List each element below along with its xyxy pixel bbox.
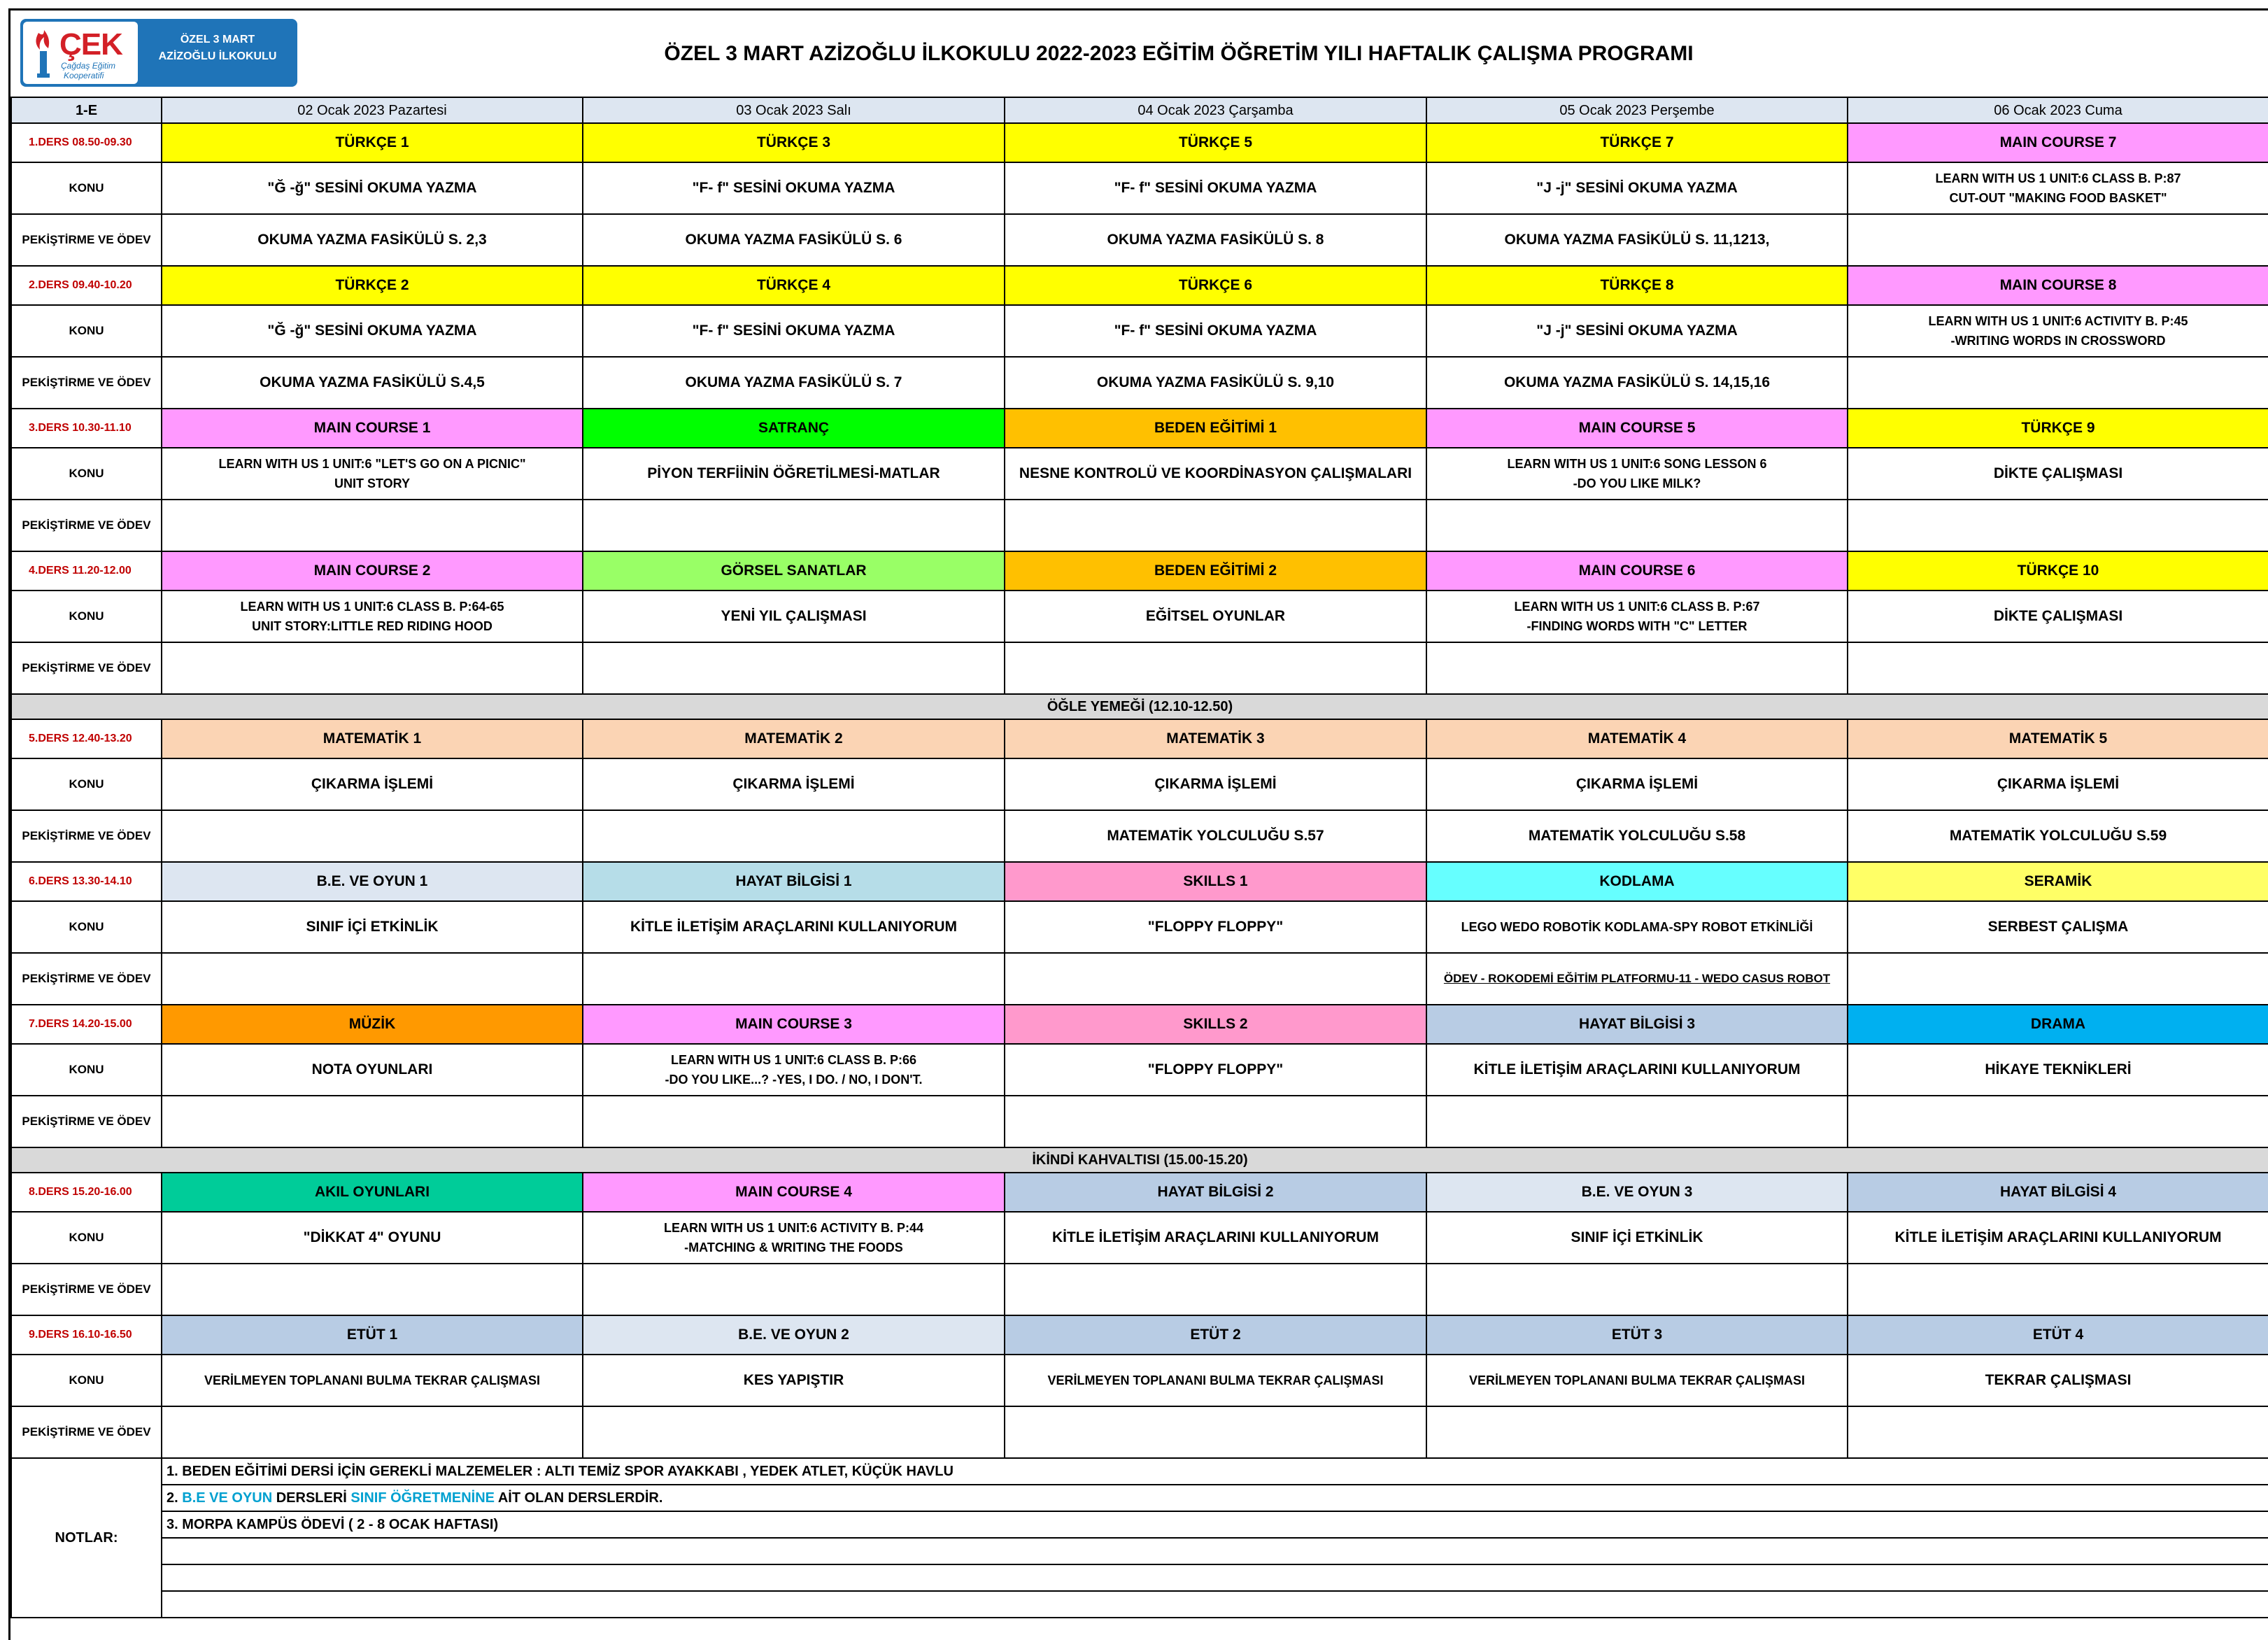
topic-row <box>11 758 2268 810</box>
topic-cell: VERİLMEYEN TOPLANANI BULMA TEKRAR ÇALIŞMASI <box>1426 1355 1848 1406</box>
notes-row <box>11 1538 2268 1564</box>
day-header: 02 Ocak 2023 Pazartesi <box>162 97 583 123</box>
homework-cell <box>162 1264 583 1315</box>
topic-line: -DO YOU LIKE...? -YES, I DO. / NO, I DON'T. <box>665 1073 923 1087</box>
note-line <box>162 1564 2268 1591</box>
break-label: ÖĞLE YEMEĞİ (12.10-12.50) <box>11 694 2268 719</box>
topic-cell: EĞİTSEL OYUNLAR <box>1005 591 1426 642</box>
class-label: 1-E <box>11 97 162 123</box>
logo-brand-sub: Kooperatifi <box>64 71 104 80</box>
subject-cell: TÜRKÇE 2 <box>162 266 583 305</box>
topic-line: LEARN WITH US 1 UNIT:6 CLASS B. P:67 <box>1514 600 1760 614</box>
topic-cell: ÇIKARMA İŞLEMİ <box>162 758 583 810</box>
subject-cell: KODLAMA <box>1426 862 1848 901</box>
subject-cell: MAIN COURSE 5 <box>1426 409 1848 448</box>
homework-label: PEKİŞTİRME VE ÖDEV <box>11 214 162 266</box>
topic-cell: VERİLMEYEN TOPLANANI BULMA TEKRAR ÇALIŞMASI <box>162 1355 583 1406</box>
homework-cell <box>1005 642 1426 694</box>
subject-cell: TÜRKÇE 10 <box>1848 551 2268 591</box>
homework-cell <box>1426 1096 1848 1147</box>
topic-cell: "F- f" SESİNİ OKUMA YAZMA <box>583 162 1005 214</box>
subject-cell: B.E. VE OYUN 1 <box>162 862 583 901</box>
torch-icon <box>23 22 65 84</box>
topic-cell: ÇIKARMA İŞLEMİ <box>1005 758 1426 810</box>
topic-cell: "FLOPPY FLOPPY" <box>1005 901 1426 953</box>
topic-cell: "F- f" SESİNİ OKUMA YAZMA <box>1005 305 1426 357</box>
school-logo <box>20 19 297 87</box>
homework-row <box>11 1264 2268 1315</box>
topic-line: LEARN WITH US 1 UNIT:6 ACTIVITY B. P:44 <box>663 1221 924 1235</box>
topic-row <box>11 305 2268 357</box>
topic-line: UNIT STORY <box>334 476 410 490</box>
day-header: 04 Ocak 2023 Çarşamba <box>1005 97 1426 123</box>
homework-cell <box>1005 1264 1426 1315</box>
topic-cell: SINIF İÇİ ETKİNLİK <box>162 901 583 953</box>
homework-cell <box>1005 500 1426 551</box>
break-row <box>11 1147 2268 1173</box>
homework-cell <box>583 500 1005 551</box>
subject-cell: MAIN COURSE 8 <box>1848 266 2268 305</box>
homework-cell: OKUMA YAZMA FASİKÜLÜ S. 8 <box>1005 214 1426 266</box>
homework-link[interactable]: ÖDEV - ROKODEMİ EĞİTİM PLATFORMU-11 - WEDO CASUS ROBOT <box>1426 953 1848 1005</box>
homework-label: PEKİŞTİRME VE ÖDEV <box>11 1264 162 1315</box>
day-header: 03 Ocak 2023 Salı <box>583 97 1005 123</box>
topic-line: -DO YOU LIKE MILK? <box>1573 476 1701 490</box>
homework-row <box>11 1406 2268 1458</box>
topic-label: KONU <box>11 901 162 953</box>
subject-cell: GÖRSEL SANATLAR <box>583 551 1005 591</box>
subject-cell: MAIN COURSE 2 <box>162 551 583 591</box>
period-time-label: 3.DERS 10.30-11.10 <box>11 409 162 448</box>
subject-cell: AKIL OYUNLARI <box>162 1173 583 1212</box>
topic-cell <box>162 591 583 642</box>
period-time-label: 2.DERS 09.40-10.20 <box>11 266 162 305</box>
note-line <box>162 1591 2268 1618</box>
homework-label: PEKİŞTİRME VE ÖDEV <box>11 500 162 551</box>
day-header: 05 Ocak 2023 Perşembe <box>1426 97 1848 123</box>
homework-cell <box>1426 642 1848 694</box>
subject-cell: HAYAT BİLGİSİ 2 <box>1005 1173 1426 1212</box>
homework-row <box>11 810 2268 862</box>
homework-cell <box>583 1096 1005 1147</box>
topic-cell: "F- f" SESİNİ OKUMA YAZMA <box>1005 162 1426 214</box>
subject-cell: TÜRKÇE 1 <box>162 123 583 162</box>
subject-cell: SERAMİK <box>1848 862 2268 901</box>
homework-cell <box>162 500 583 551</box>
topic-line: LEARN WITH US 1 UNIT:6 SONG LESSON 6 <box>1507 457 1767 471</box>
notes-row <box>11 1511 2268 1538</box>
topic-label: KONU <box>11 1044 162 1096</box>
subject-cell: MATEMATİK 5 <box>1848 719 2268 758</box>
subject-cell: MATEMATİK 4 <box>1426 719 1848 758</box>
topic-label: KONU <box>11 305 162 357</box>
subject-cell: HAYAT BİLGİSİ 1 <box>583 862 1005 901</box>
homework-cell <box>162 810 583 862</box>
topic-label: KONU <box>11 1212 162 1264</box>
topic-cell: PİYON TERFİİNİN ÖĞRETİLMESİ-MATLAR <box>583 448 1005 500</box>
topic-cell: SINIF İÇİ ETKİNLİK <box>1426 1212 1848 1264</box>
topic-cell: KİTLE İLETİŞİM ARAÇLARINI KULLANIYORUM <box>1848 1212 2268 1264</box>
topic-line: -MATCHING & WRITING THE FOODS <box>684 1240 903 1254</box>
homework-cell <box>1848 642 2268 694</box>
topic-cell: "Ğ -ğ" SESİNİ OKUMA YAZMA <box>162 162 583 214</box>
day-header-row <box>11 97 2268 123</box>
period-time-label: 6.DERS 13.30-14.10 <box>11 862 162 901</box>
homework-cell: OKUMA YAZMA FASİKÜLÜ S. 14,15,16 <box>1426 357 1848 409</box>
subject-cell: MAIN COURSE 7 <box>1848 123 2268 162</box>
topic-label: KONU <box>11 448 162 500</box>
homework-cell <box>583 953 1005 1005</box>
topic-cell: "J -j" SESİNİ OKUMA YAZMA <box>1426 162 1848 214</box>
subject-cell: BEDEN EĞİTİMİ 2 <box>1005 551 1426 591</box>
period-time-label: 5.DERS 12.40-13.20 <box>11 719 162 758</box>
topic-cell: DİKTE ÇALIŞMASI <box>1848 448 2268 500</box>
period-time-label: 8.DERS 15.20-16.00 <box>11 1173 162 1212</box>
subject-cell: SKILLS 1 <box>1005 862 1426 901</box>
topic-cell: ÇIKARMA İŞLEMİ <box>1426 758 1848 810</box>
subject-cell: MAIN COURSE 4 <box>583 1173 1005 1212</box>
homework-cell <box>162 1406 583 1458</box>
subject-cell: TÜRKÇE 5 <box>1005 123 1426 162</box>
topic-line: UNIT STORY:LITTLE RED RIDING HOOD <box>252 619 492 633</box>
note-text: AİT OLAN DERSLERDİR. <box>495 1490 663 1506</box>
topic-cell: TEKRAR ÇALIŞMASI <box>1848 1355 2268 1406</box>
topic-cell: KİTLE İLETİŞİM ARAÇLARINI KULLANIYORUM <box>1005 1212 1426 1264</box>
topic-row <box>11 162 2268 214</box>
weekly-schedule-sheet <box>8 8 2268 1640</box>
subject-cell: TÜRKÇE 3 <box>583 123 1005 162</box>
homework-row <box>11 642 2268 694</box>
topic-line: LEARN WITH US 1 UNIT:6 CLASS B. P:87 <box>1935 171 2181 185</box>
note-line: 1. BEDEN EĞİTİMİ DERSİ İÇİN GEREKLİ MALZEMELER : ALTI TEMİZ SPOR AYAKKABI , YEDEK ATLET, KÜÇÜK HAVLU <box>162 1458 2268 1485</box>
homework-cell <box>1426 1406 1848 1458</box>
homework-cell: MATEMATİK YOLCULUĞU S.59 <box>1848 810 2268 862</box>
topic-line: -WRITING WORDS IN CROSSWORD <box>1950 334 2166 348</box>
subject-cell: TÜRKÇE 4 <box>583 266 1005 305</box>
homework-cell: OKUMA YAZMA FASİKÜLÜ S. 2,3 <box>162 214 583 266</box>
period-row <box>11 1315 2268 1355</box>
topic-cell: KİTLE İLETİŞİM ARAÇLARINI KULLANIYORUM <box>583 901 1005 953</box>
subject-cell: MAIN COURSE 1 <box>162 409 583 448</box>
logo-brand: ÇEK <box>59 27 122 62</box>
topic-line: LEARN WITH US 1 UNIT:6 CLASS B. P:66 <box>670 1053 917 1067</box>
subject-cell: TÜRKÇE 8 <box>1426 266 1848 305</box>
subject-cell: ETÜT 1 <box>162 1315 583 1355</box>
topic-cell <box>583 1212 1005 1264</box>
topic-cell: KES YAPIŞTIR <box>583 1355 1005 1406</box>
break-row <box>11 694 2268 719</box>
subject-cell: B.E. VE OYUN 3 <box>1426 1173 1848 1212</box>
topic-label: KONU <box>11 162 162 214</box>
homework-cell: OKUMA YAZMA FASİKÜLÜ S. 9,10 <box>1005 357 1426 409</box>
homework-label: PEKİŞTİRME VE ÖDEV <box>11 357 162 409</box>
subject-cell: TÜRKÇE 7 <box>1426 123 1848 162</box>
subject-cell: MAIN COURSE 6 <box>1426 551 1848 591</box>
homework-cell <box>162 953 583 1005</box>
notes-row <box>11 1458 2268 1485</box>
page-title: ÖZEL 3 MART AZİZOĞLU İLKOKULU 2022-2023 EĞİTİM ÖĞRETİM YILI HAFTALIK ÇALIŞMA PROGRAMI <box>664 42 1694 65</box>
subject-cell: MATEMATİK 1 <box>162 719 583 758</box>
notes-row <box>11 1591 2268 1618</box>
subject-cell: B.E. VE OYUN 2 <box>583 1315 1005 1355</box>
homework-label: PEKİŞTİRME VE ÖDEV <box>11 953 162 1005</box>
homework-label: PEKİŞTİRME VE ÖDEV <box>11 642 162 694</box>
homework-cell <box>162 642 583 694</box>
homework-label: PEKİŞTİRME VE ÖDEV <box>11 1406 162 1458</box>
homework-cell <box>583 810 1005 862</box>
homework-cell <box>1848 953 2268 1005</box>
topic-row <box>11 1044 2268 1096</box>
period-row <box>11 1173 2268 1212</box>
homework-cell <box>1005 1096 1426 1147</box>
subject-cell: SKILLS 2 <box>1005 1005 1426 1044</box>
subject-cell: ETÜT 4 <box>1848 1315 2268 1355</box>
homework-cell: MATEMATİK YOLCULUĞU S.58 <box>1426 810 1848 862</box>
topic-cell: VERİLMEYEN TOPLANANI BULMA TEKRAR ÇALIŞMASI <box>1005 1355 1426 1406</box>
homework-cell <box>1848 500 2268 551</box>
logo-school-name: ÖZEL 3 MART AZİZOĞLU İLKOKULU <box>158 34 277 62</box>
subject-cell: BEDEN EĞİTİMİ 1 <box>1005 409 1426 448</box>
topic-line: -FINDING WORDS WITH "C" LETTER <box>1526 619 1748 633</box>
subject-cell: TÜRKÇE 6 <box>1005 266 1426 305</box>
cek-logo <box>23 22 138 84</box>
topic-cell <box>162 448 583 500</box>
topic-row <box>11 591 2268 642</box>
note-text: 2. <box>166 1490 183 1506</box>
subject-cell: ETÜT 2 <box>1005 1315 1426 1355</box>
homework-label: PEKİŞTİRME VE ÖDEV <box>11 810 162 862</box>
period-row <box>11 409 2268 448</box>
period-row <box>11 1005 2268 1044</box>
homework-cell <box>1848 357 2268 409</box>
period-row <box>11 719 2268 758</box>
topic-cell: ÇIKARMA İŞLEMİ <box>1848 758 2268 810</box>
subject-cell: MATEMATİK 2 <box>583 719 1005 758</box>
page-header <box>10 10 2268 97</box>
homework-row <box>11 953 2268 1005</box>
homework-cell <box>1005 953 1426 1005</box>
period-row <box>11 551 2268 591</box>
subject-cell: MÜZİK <box>162 1005 583 1044</box>
topic-row <box>11 1355 2268 1406</box>
topic-cell: ÇIKARMA İŞLEMİ <box>583 758 1005 810</box>
topic-line: CUT-OUT "MAKING FOOD BASKET" <box>1949 191 2167 205</box>
break-label: İKİNDİ KAHVALTISI (15.00-15.20) <box>11 1147 2268 1173</box>
schedule-table <box>10 97 2268 1618</box>
topic-cell: "DİKKAT 4" OYUNU <box>162 1212 583 1264</box>
topic-cell: "J -j" SESİNİ OKUMA YAZMA <box>1426 305 1848 357</box>
topic-cell: HİKAYE TEKNİKLERİ <box>1848 1044 2268 1096</box>
notes-label: NOTLAR: <box>11 1458 162 1618</box>
homework-row <box>11 500 2268 551</box>
homework-cell: OKUMA YAZMA FASİKÜLÜ S. 6 <box>583 214 1005 266</box>
subject-cell: HAYAT BİLGİSİ 4 <box>1848 1173 2268 1212</box>
topic-cell: KİTLE İLETİŞİM ARAÇLARINI KULLANIYORUM <box>1426 1044 1848 1096</box>
period-row <box>11 266 2268 305</box>
subject-cell: SATRANÇ <box>583 409 1005 448</box>
homework-row <box>11 1096 2268 1147</box>
homework-cell <box>583 642 1005 694</box>
topic-label: KONU <box>11 758 162 810</box>
homework-cell <box>1005 1406 1426 1458</box>
note-text: DERSLERİ <box>272 1490 351 1506</box>
period-time-label: 9.DERS 16.10-16.50 <box>11 1315 162 1355</box>
topic-cell <box>1426 448 1848 500</box>
subject-cell: HAYAT BİLGİSİ 3 <box>1426 1005 1848 1044</box>
subject-cell: TÜRKÇE 9 <box>1848 409 2268 448</box>
note-highlight: SINIF ÖĞRETMENİNE <box>350 1490 495 1506</box>
notes-row <box>11 1564 2268 1591</box>
homework-cell <box>1426 500 1848 551</box>
topic-line: LEARN WITH US 1 UNIT:6 CLASS B. P:64-65 <box>240 600 504 614</box>
homework-row <box>11 214 2268 266</box>
logo-brand-sub: Çağdaş Eğitim <box>61 61 116 71</box>
topic-row <box>11 901 2268 953</box>
homework-cell <box>1848 1406 2268 1458</box>
homework-cell <box>1426 1264 1848 1315</box>
topic-row <box>11 1212 2268 1264</box>
homework-cell: OKUMA YAZMA FASİKÜLÜ S. 7 <box>583 357 1005 409</box>
homework-label: PEKİŞTİRME VE ÖDEV <box>11 1096 162 1147</box>
topic-cell: "Ğ -ğ" SESİNİ OKUMA YAZMA <box>162 305 583 357</box>
topic-row <box>11 448 2268 500</box>
period-row <box>11 862 2268 901</box>
topic-cell <box>1848 162 2268 214</box>
topic-cell <box>1426 591 1848 642</box>
day-header: 06 Ocak 2023 Cuma <box>1848 97 2268 123</box>
note-line: 3. MORPA KAMPÜS ÖDEVİ ( 2 - 8 OCAK HAFTASI) <box>162 1511 2268 1538</box>
topic-cell: YENİ YIL ÇALIŞMASI <box>583 591 1005 642</box>
subject-cell: MATEMATİK 3 <box>1005 719 1426 758</box>
topic-label: KONU <box>11 591 162 642</box>
homework-cell: MATEMATİK YOLCULUĞU S.57 <box>1005 810 1426 862</box>
homework-cell <box>1848 214 2268 266</box>
notes-row <box>11 1485 2268 1511</box>
homework-cell <box>1848 1264 2268 1315</box>
topic-line: LEARN WITH US 1 UNIT:6 ACTIVITY B. P:45 <box>1928 314 2188 328</box>
period-time-label: 7.DERS 14.20-15.00 <box>11 1005 162 1044</box>
note-highlight: B.E VE OYUN <box>182 1490 273 1506</box>
topic-label: KONU <box>11 1355 162 1406</box>
homework-cell: OKUMA YAZMA FASİKÜLÜ S. 11,1213, <box>1426 214 1848 266</box>
period-time-label: 1.DERS 08.50-09.30 <box>11 123 162 162</box>
homework-cell <box>583 1406 1005 1458</box>
note-line <box>162 1485 2268 1511</box>
topic-cell <box>583 1044 1005 1096</box>
topic-cell: SERBEST ÇALIŞMA <box>1848 901 2268 953</box>
homework-cell <box>162 1096 583 1147</box>
note-line <box>162 1538 2268 1564</box>
topic-cell <box>1848 305 2268 357</box>
subject-cell: ETÜT 3 <box>1426 1315 1848 1355</box>
topic-cell: "F- f" SESİNİ OKUMA YAZMA <box>583 305 1005 357</box>
homework-row <box>11 357 2268 409</box>
topic-cell: "FLOPPY FLOPPY" <box>1005 1044 1426 1096</box>
topic-cell: NESNE KONTROLÜ VE KOORDİNASYON ÇALIŞMALARI <box>1005 448 1426 500</box>
period-row <box>11 123 2268 162</box>
period-time-label: 4.DERS 11.20-12.00 <box>11 551 162 591</box>
homework-cell: OKUMA YAZMA FASİKÜLÜ S.4,5 <box>162 357 583 409</box>
subject-cell: MAIN COURSE 3 <box>583 1005 1005 1044</box>
topic-cell: LEGO WEDO ROBOTİK KODLAMA-SPY ROBOT ETKİNLİĞİ <box>1426 901 1848 953</box>
topic-cell: DİKTE ÇALIŞMASI <box>1848 591 2268 642</box>
homework-cell <box>583 1264 1005 1315</box>
topic-line: LEARN WITH US 1 UNIT:6 "LET'S GO ON A PICNIC" <box>218 457 526 471</box>
topic-cell: NOTA OYUNLARI <box>162 1044 583 1096</box>
homework-cell <box>1848 1096 2268 1147</box>
subject-cell: DRAMA <box>1848 1005 2268 1044</box>
